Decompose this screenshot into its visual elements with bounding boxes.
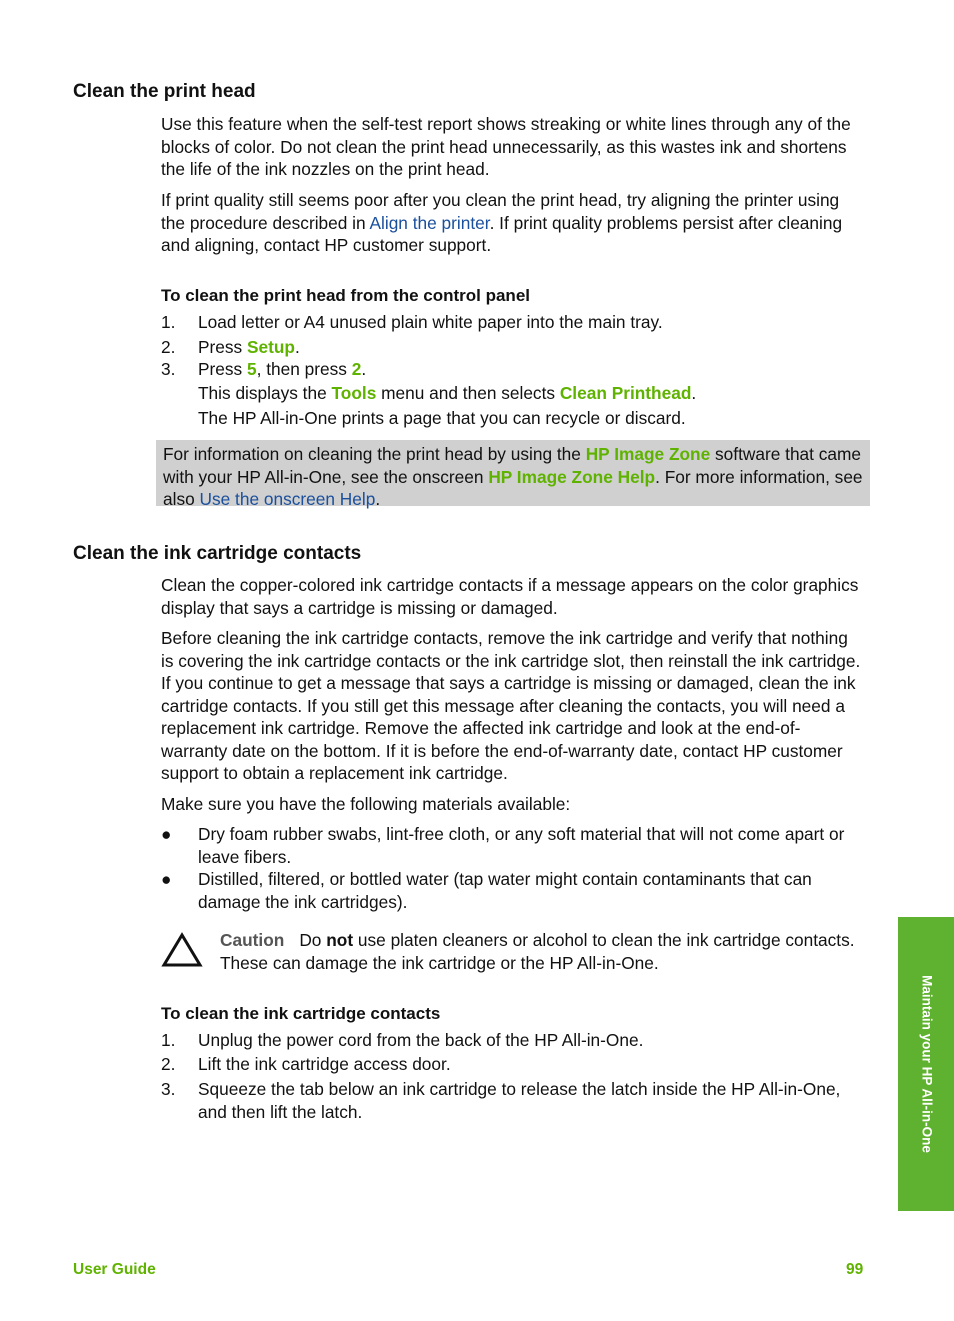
step-detail: The HP All-in-One prints a page that you can recycle or discard.	[198, 408, 686, 428]
step-number: 1.	[161, 1030, 176, 1050]
chapter-tab-label: Maintain your HP All-in-One	[919, 975, 935, 1153]
step-text: Lift the ink cartridge access door.	[198, 1054, 451, 1074]
page-number: 99	[846, 1261, 864, 1278]
text: , then press	[256, 359, 352, 379]
onscreen-help-link[interactable]: Use the onscreen Help	[199, 489, 376, 509]
text: .	[361, 359, 367, 379]
text: For information on cleaning the print head by using the	[163, 444, 586, 464]
note-box	[156, 440, 870, 509]
paragraph	[161, 189, 861, 257]
hp-image-zone-label: HP Image Zone	[585, 444, 711, 464]
step-text: Unplug the power cord from the back of the HP All-in-One.	[198, 1030, 644, 1050]
paragraph: Clean the copper-colored ink cartridge contacts if a message appears on the color graphics display that says a cartridge is missing or damaged.	[161, 575, 859, 618]
text: menu and then selects	[376, 383, 560, 403]
step-text: Squeeze the tab below an ink cartridge to release the latch inside the HP All-in-One, and then lift the latch.	[198, 1079, 841, 1122]
bullet-text: Distilled, filtered, or bottled water (tap water might contain contaminants that can damage the ink cartridges).	[198, 869, 812, 912]
text: software that came with your HP All-in-One, see the onscreen	[163, 444, 862, 487]
step-number: 2.	[161, 337, 176, 357]
text: Press	[198, 359, 247, 379]
step-text	[198, 336, 863, 359]
tools-menu-label: Tools	[331, 383, 377, 403]
emphasis-not: not	[326, 930, 354, 950]
caution-text	[220, 929, 860, 974]
section-heading-clean-print-head: Clean the print head	[73, 81, 256, 102]
list-item	[161, 823, 861, 868]
step-number: 3.	[161, 359, 176, 379]
bullet: ●	[161, 824, 172, 844]
footer-title: User Guide	[73, 1261, 156, 1278]
bullet: ●	[161, 869, 172, 889]
text: .	[691, 383, 697, 403]
procedure-heading: To clean the ink cartridge contacts	[161, 1004, 441, 1023]
text: use platen cleaners or alcohol to clean the ink cartridge contacts. These can damage the ink cartridge or the HP All-in-One.	[220, 930, 855, 973]
text: Press	[198, 337, 247, 357]
paragraph: Use this feature when the self-test report shows streaking or white lines through any of the blocks of color. Do not clean the print head unnecessarily, as this wastes ink and shortens the life of the ink nozzles on the print head.	[161, 114, 851, 179]
text: This displays the	[198, 383, 332, 403]
procedure-heading: To clean the print head from the control panel	[161, 286, 530, 305]
clean-printhead-label: Clean Printhead	[559, 383, 692, 403]
caution-label: Caution	[220, 930, 285, 950]
setup-key: Setup	[246, 337, 295, 357]
text: . If print quality problems persist after cleaning and aligning, contact HP customer support.	[161, 212, 843, 255]
chapter-side-tab	[898, 917, 954, 1211]
text: If print quality still seems poor after you clean the print head, try aligning the printer using the procedure described in	[161, 190, 840, 233]
text: Do	[299, 930, 327, 950]
step-number: 3.	[161, 1079, 176, 1099]
paragraph: Make sure you have the following materials available:	[161, 794, 571, 814]
text: . For more information, see also	[163, 466, 863, 509]
hp-image-zone-help-label: HP Image Zone Help	[488, 466, 656, 487]
key-2: 2	[351, 359, 362, 379]
paragraph: Before cleaning the ink cartridge contacts, remove the ink cartridge and verify that nothing is covering the ink cartridge contacts or the ink cartridge slot, then reinstall the ink cartridge. If you continue to get a message that says a cartridge is missing or damaged, clean the ink cartridge contacts. If you still get this message after cleaning the contacts, you will need a replacement ink cartridge. Remove the affected ink cartridge and look at the end-of-warranty date on the bottom. If it is before the end-of-warranty date, contact HP customer support to obtain a replacement ink cartridge.	[161, 628, 861, 783]
align-printer-link[interactable]: Align the printer	[369, 212, 490, 233]
step-text: Load letter or A4 unused plain white paper into the main tray.	[198, 312, 663, 332]
step-detail	[198, 382, 858, 405]
text: .	[295, 337, 300, 357]
key-5: 5	[246, 359, 257, 379]
warning-triangle-icon	[161, 932, 203, 968]
step-number: 1.	[161, 312, 176, 332]
step-text	[198, 358, 863, 381]
step-number: 2.	[161, 1054, 176, 1074]
text: .	[375, 489, 381, 509]
bullet-text: Dry foam rubber swabs, lint-free cloth, or any soft material that will not come apart or leave fibers.	[198, 824, 845, 867]
list-item	[161, 868, 861, 913]
section-heading-clean-contacts: Clean the ink cartridge contacts	[73, 543, 362, 564]
